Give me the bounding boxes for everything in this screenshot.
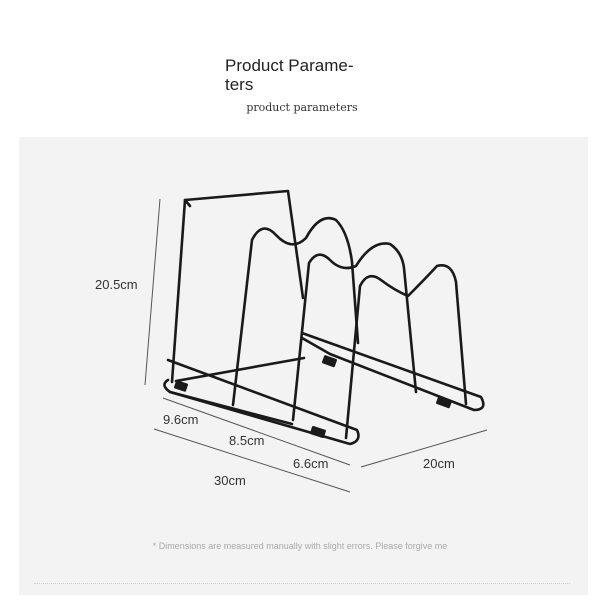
height-label: 20.5cm	[95, 277, 138, 292]
divider	[34, 583, 570, 584]
height-dimension-line	[145, 199, 160, 385]
page-title-line-1: Product Parame-	[225, 56, 354, 75]
width-label: 20cm	[423, 456, 455, 471]
page-title-line-2: ters	[225, 75, 254, 94]
measurement-footnote: * Dimensions are measured manually with slight errors. Please forgive me	[152, 541, 448, 551]
depth-1-label: 9.6cm	[163, 412, 199, 427]
pot-lid-rack-icon	[164, 191, 483, 444]
length-label: 30cm	[214, 473, 246, 488]
depth-2-label: 8.5cm	[229, 433, 265, 448]
depth-3-label: 6.6cm	[293, 456, 329, 471]
page-subtitle: product parameters	[246, 101, 358, 114]
